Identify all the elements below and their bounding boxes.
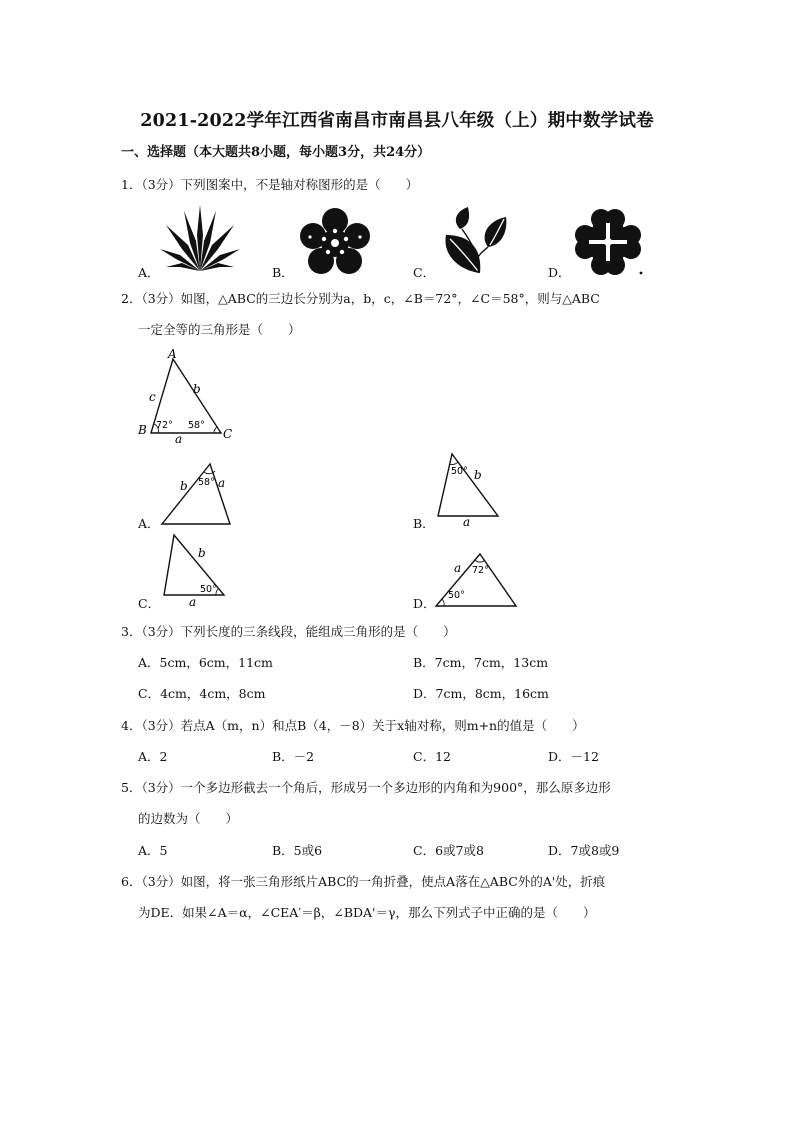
svg-text:50°: 50° (448, 590, 465, 601)
clover-icon (573, 207, 643, 277)
q3-option-b: B．7cm，7cm，13cm (413, 655, 549, 670)
q4-option-b: B．－2 (272, 749, 315, 764)
vertex-c-label: C (223, 427, 233, 441)
side-c-label: c (149, 390, 156, 404)
triangle-abc-figure (135, 345, 235, 445)
q2-option-d-triangle (430, 548, 522, 612)
svg-text:b: b (474, 468, 482, 482)
q1-option-c: C． (413, 265, 436, 280)
q1-option-b: B． (272, 265, 294, 280)
q1-option-a: A． (138, 265, 160, 280)
svg-text:a: a (189, 595, 197, 609)
svg-text:a: a (218, 476, 226, 490)
leaves-icon (440, 207, 512, 277)
q5-option-b: B．5或6 (272, 843, 323, 858)
q6-stem-line2: 为DE．如果∠A＝α，∠CEA′＝β，∠BDA'＝γ，那么下列式子中正确的是（ ） (138, 905, 596, 920)
q1-option-d: D． (548, 265, 571, 280)
q4-stem: 4．（3分）若点A（m，n）和点B（4，－8）关于x轴对称，则m+n的值是（ ） (121, 718, 585, 733)
svg-text:b: b (180, 479, 188, 493)
q3-stem: 3．（3分）下列长度的三条线段，能组成三角形的是（ ） (121, 624, 456, 639)
q2-option-b: B． (413, 516, 435, 531)
q4-option-d: D．－12 (548, 749, 599, 764)
angle-c-label: 58° (188, 420, 205, 431)
q3-option-c: C．4cm，4cm，8cm (138, 686, 266, 701)
q2-option-c: C． (138, 596, 161, 611)
side-b-label: b (193, 382, 201, 396)
q2-option-a-triangle (158, 458, 243, 530)
q5-option-c: C．6或7或8 (413, 843, 484, 858)
angle-b-label: 72° (156, 420, 173, 431)
page-title: 2021-2022学年江西省南昌市南昌县八年级（上）期中数学试卷 (140, 111, 654, 131)
side-a-label: a (175, 432, 183, 446)
section-heading: 一、选择题（本大题共8小题，每小题3分，共24分） (121, 145, 431, 160)
q5-option-a: A．5 (138, 843, 168, 858)
q5-stem-line2: 的边数为（ ） (138, 811, 239, 826)
q6-stem-line1: 6．（3分）如图，将一张三角形纸片ABC的一角折叠，使点A落在△ABC外的A'处，折痕 (121, 874, 606, 889)
svg-text:50°: 50° (451, 466, 468, 477)
svg-text:58°: 58° (198, 477, 215, 488)
q2-option-a: A． (138, 516, 160, 531)
q2-stem-line2: 一定全等的三角形是（ ） (138, 322, 301, 337)
svg-text:b: b (198, 546, 206, 560)
q4-option-a: A．2 (138, 749, 168, 764)
q5-option-d: D．7或8或9 (548, 843, 620, 858)
q2-option-b-triangle (432, 450, 507, 530)
q5-stem-line1: 5．（3分）一个多边形截去一个角后，形成另一个多边形的内角和为900°，那么原多边形 (121, 780, 611, 795)
q3-option-a: A．5cm，6cm，11cm (138, 655, 273, 670)
vertex-b-label: B (138, 423, 147, 437)
svg-text:a: a (463, 515, 471, 529)
q4-option-c: C．12 (413, 749, 451, 764)
svg-text:a: a (454, 561, 462, 575)
q2-option-d: D． (413, 596, 436, 611)
svg-text:72°: 72° (472, 565, 489, 576)
leaf-fan-icon (160, 205, 240, 275)
q3-option-d: D．7cm，8cm，16cm (413, 686, 549, 701)
svg-text:50°: 50° (200, 584, 217, 595)
q2-option-c-triangle (160, 533, 235, 613)
q1-stem: 1．（3分）下列图案中，不是轴对称图形的是（ ） (121, 177, 419, 192)
flower-icon (300, 207, 370, 275)
vertex-a-label: A (168, 347, 177, 361)
q2-stem-line1: 2．（3分）如图，△ABC的三边长分别为a，b，c，∠B＝72°，∠C＝58°，则与△ABC (121, 291, 600, 306)
